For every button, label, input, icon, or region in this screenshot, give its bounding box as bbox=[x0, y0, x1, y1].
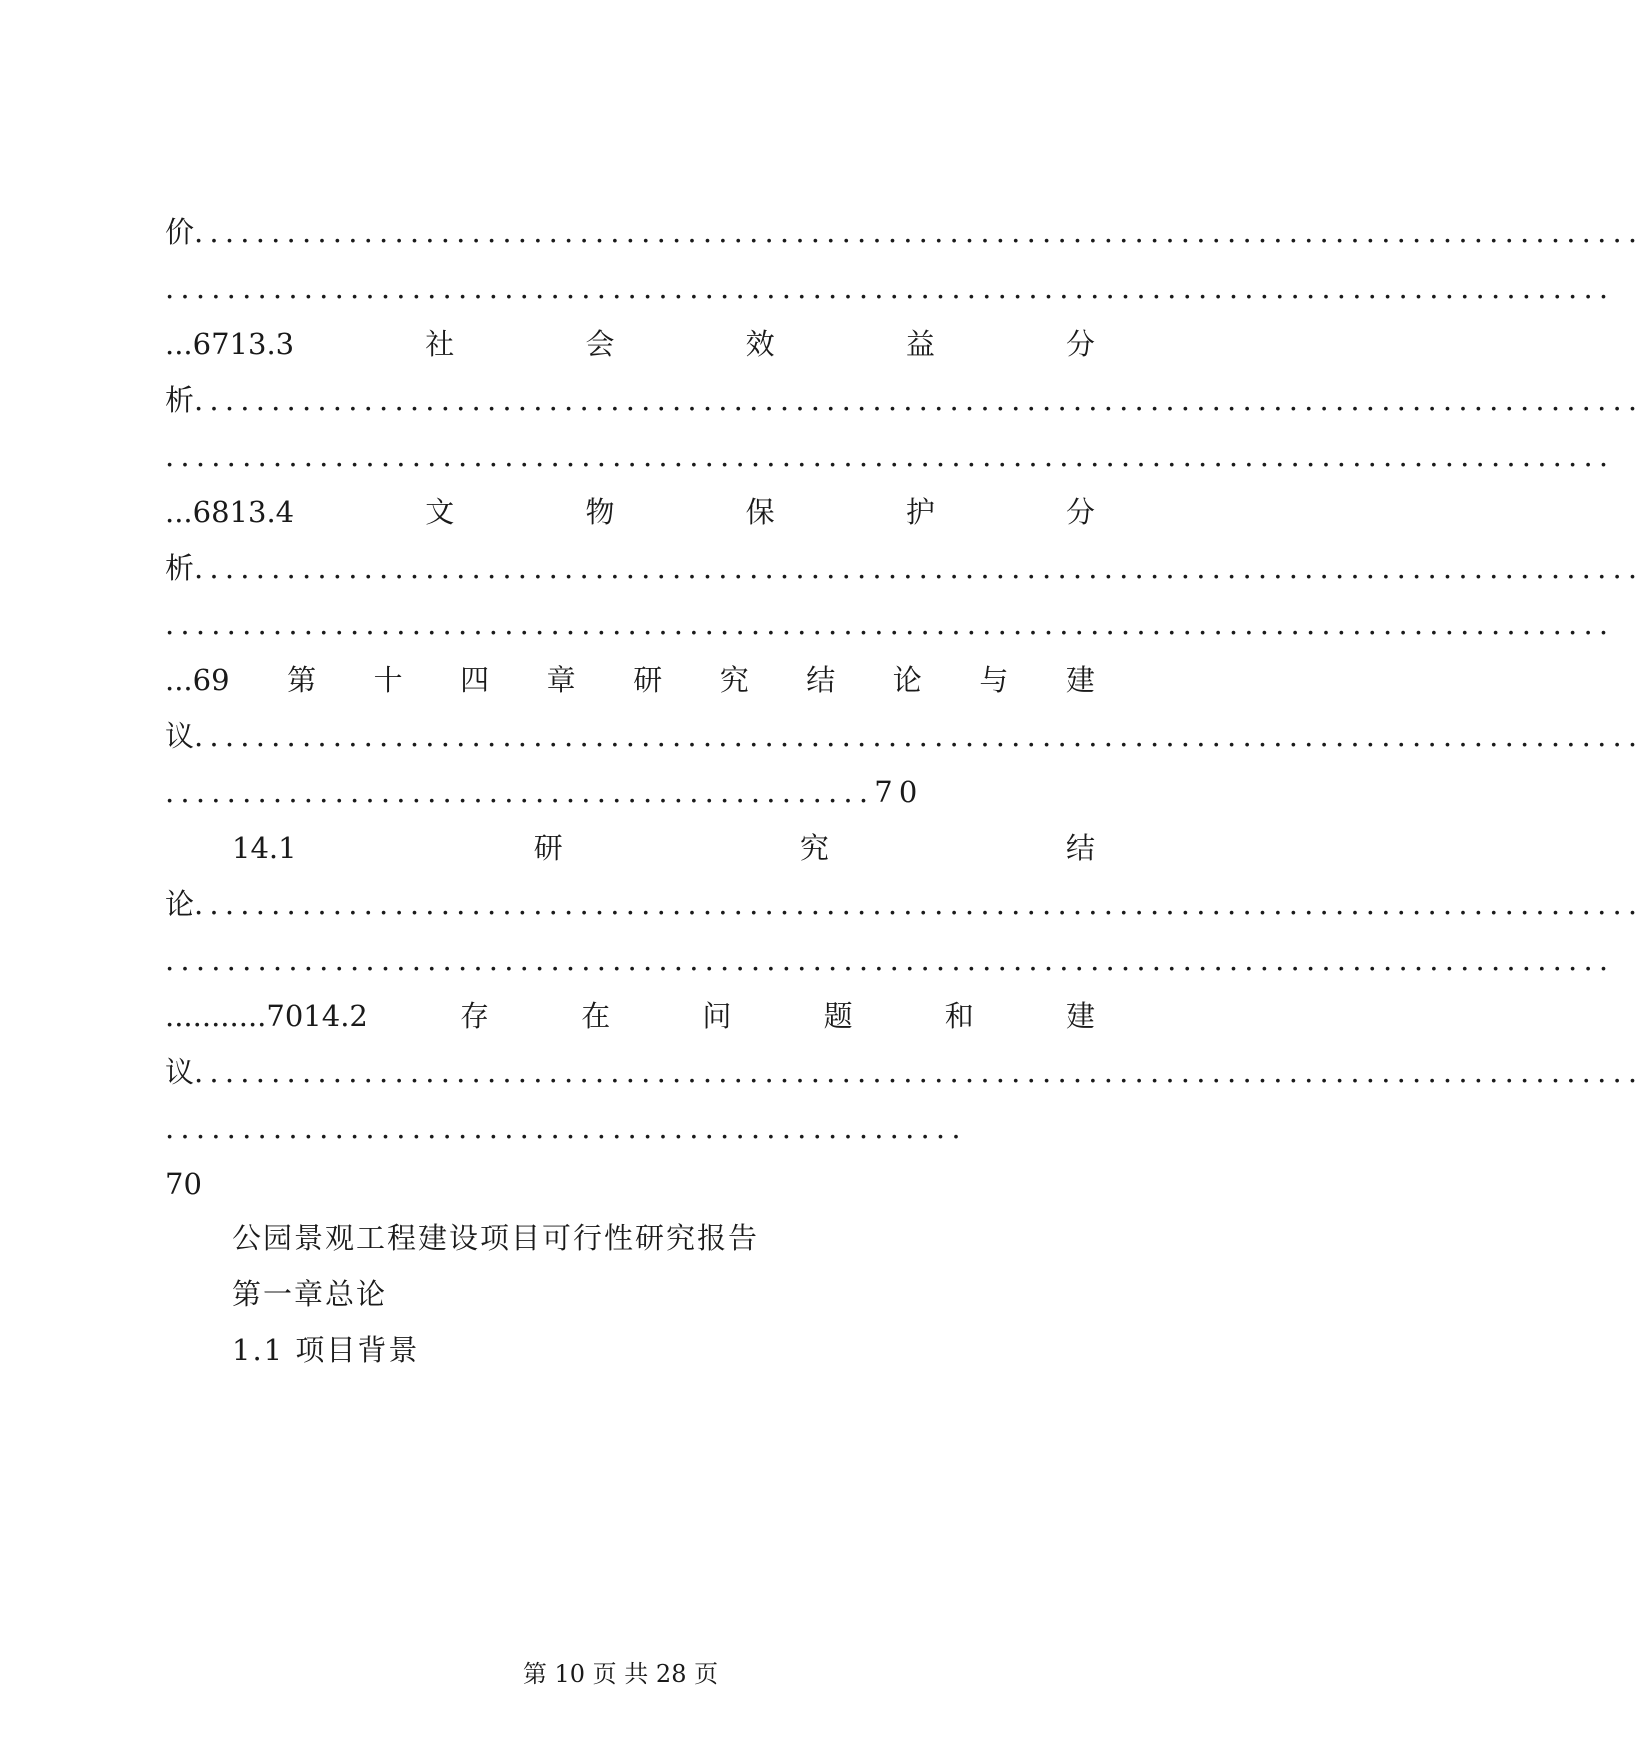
toc-line bbox=[165, 884, 1643, 924]
toc-title-char: 研 bbox=[533, 831, 563, 865]
toc-title-char: 保 bbox=[745, 495, 775, 529]
toc-line bbox=[165, 716, 1643, 756]
toc-page-and-number: ...6813.4 bbox=[165, 495, 295, 529]
toc-leader-with-page: ..............................................70 bbox=[165, 775, 924, 809]
toc-char: 议 bbox=[165, 1055, 195, 1089]
toc-title-char: 建 bbox=[1065, 663, 1095, 697]
toc-line bbox=[165, 1052, 1643, 1092]
toc-entry-13-3 bbox=[165, 324, 1095, 364]
toc-title-char: 社 bbox=[425, 327, 455, 361]
toc-title-char: 结 bbox=[1065, 831, 1095, 865]
toc-title-char: 题 bbox=[823, 999, 853, 1033]
toc-title-char: 结 bbox=[806, 663, 836, 697]
toc-page-number: ...69 bbox=[165, 663, 230, 697]
toc-char: 价 bbox=[165, 215, 195, 249]
page-footer: 第 10 页 共 28 页 bbox=[522, 1660, 719, 1688]
toc-char: 论 bbox=[165, 887, 195, 921]
toc-leader-dots: .............................................................................................. bbox=[194, 215, 1643, 249]
toc-entry-14-1 bbox=[232, 828, 1095, 868]
toc-title-char: 效 bbox=[745, 327, 775, 361]
toc-leader-line: .............................................................................................. bbox=[165, 439, 1615, 473]
toc-title-char: 章 bbox=[546, 663, 576, 697]
toc-page-and-number: ...........7014.2 bbox=[165, 999, 368, 1033]
toc-title-char: 会 bbox=[585, 327, 615, 361]
toc-title-char: 和 bbox=[944, 999, 974, 1033]
toc-page-and-number: ...6713.3 bbox=[165, 327, 295, 361]
toc-title-char: 分 bbox=[1065, 495, 1095, 529]
toc-leader-dots: .............................................................................................. bbox=[194, 1055, 1643, 1089]
toc-title-char: 研 bbox=[633, 663, 663, 697]
toc-leader-dots: .............................................................................................. bbox=[194, 719, 1643, 753]
toc-page-number: 70 bbox=[165, 1167, 202, 1201]
toc-char: 析 bbox=[165, 383, 195, 417]
toc-section-number: 14.1 bbox=[232, 831, 297, 865]
toc-title-char: 与 bbox=[979, 663, 1009, 697]
toc-title-char: 论 bbox=[892, 663, 922, 697]
toc-title-char: 物 bbox=[585, 495, 615, 529]
toc-title-char: 存 bbox=[460, 999, 490, 1033]
toc-char: 议 bbox=[165, 719, 195, 753]
section-title: 1.1 项目背景 bbox=[232, 1333, 420, 1367]
toc-title-char: 问 bbox=[702, 999, 732, 1033]
toc-char: 析 bbox=[165, 551, 195, 585]
toc-line bbox=[165, 380, 1643, 420]
chapter-title: 第一章总论 bbox=[232, 1277, 388, 1311]
toc-line bbox=[165, 212, 1643, 252]
toc-entry-13-4 bbox=[165, 492, 1095, 532]
toc-title-char: 在 bbox=[581, 999, 611, 1033]
toc-entry-14-2 bbox=[165, 996, 1095, 1036]
toc-leader-dots: .............................................................................................. bbox=[194, 383, 1643, 417]
toc-title-char: 文 bbox=[425, 495, 455, 529]
toc-title-char: 益 bbox=[905, 327, 935, 361]
toc-title-char: 四 bbox=[460, 663, 490, 697]
toc-line bbox=[165, 548, 1643, 588]
toc-leader-dots: .............................................................................................. bbox=[194, 551, 1643, 585]
toc-title-char: 究 bbox=[719, 663, 749, 697]
toc-leader-line: .............................................................................................. bbox=[165, 607, 1615, 641]
toc-title-char: 分 bbox=[1065, 327, 1095, 361]
toc-title-char: 护 bbox=[905, 495, 935, 529]
toc-leader-line: .................................................... bbox=[165, 1111, 967, 1145]
toc-leader-line: .............................................................................................. bbox=[165, 943, 1615, 977]
toc-title-char: 建 bbox=[1065, 999, 1095, 1033]
toc-leader-dots: .............................................................................................. bbox=[194, 887, 1643, 921]
toc-title-char: 究 bbox=[799, 831, 829, 865]
toc-leader-line: .............................................................................................. bbox=[165, 271, 1615, 305]
toc-entry-chapter-14 bbox=[165, 660, 1095, 700]
toc-title-char: 第 bbox=[287, 663, 317, 697]
toc-title-char: 十 bbox=[373, 663, 403, 697]
report-title: 公园景观工程建设项目可行性研究报告 bbox=[232, 1221, 760, 1255]
